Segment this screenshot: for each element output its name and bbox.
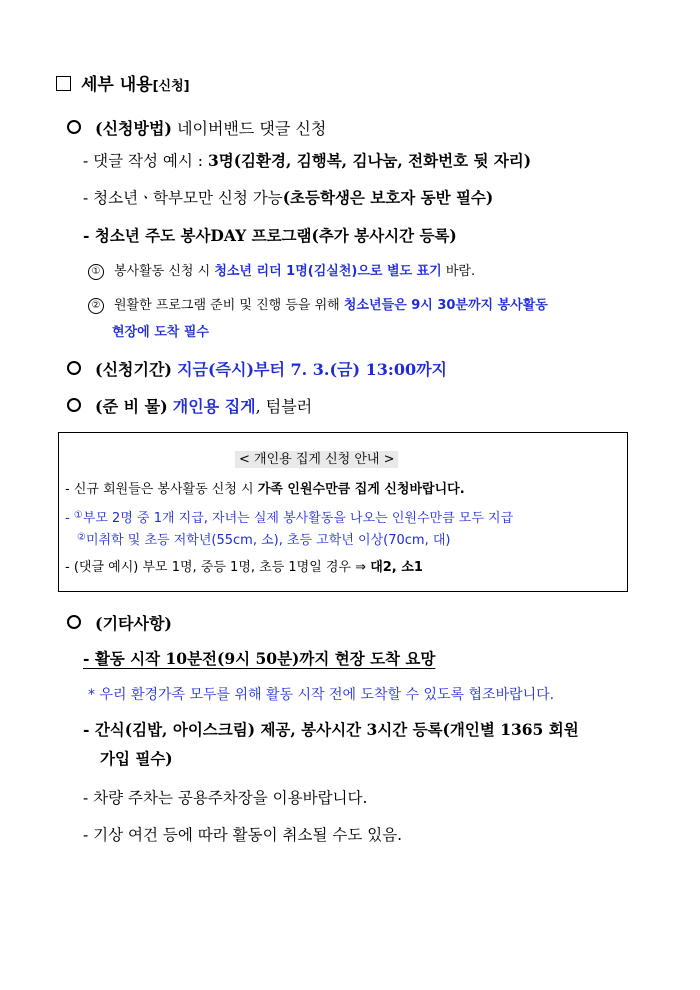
supplies-heading: (준 비 물) 개인용 집게, 텀블러 bbox=[67, 398, 312, 415]
sub-item-2-continued: 현장에 도착 필수 bbox=[112, 325, 209, 340]
circle-bullet-icon bbox=[67, 120, 81, 134]
other-heading: (기타사항) bbox=[67, 615, 172, 632]
notice-line-4: - (댓글 예시) 부모 1명, 중등 1명, 초등 1명일 경우 ⇒ 대2, 소1 bbox=[65, 560, 423, 575]
notice-line-1: - 신규 회원들은 봉사활동 신청 시 가족 인원수만큼 집게 신청바랍니다. bbox=[65, 482, 465, 497]
apply-period-heading: (신청기간) 지금(즉시)부터 7. 3.(금) 13:00까지 bbox=[67, 361, 447, 378]
notice-box bbox=[58, 432, 628, 592]
comment-example: - 댓글 작성 예시 : 3명(김환경, 김행복, 김나눔, 전화번호 뒷 자리) bbox=[83, 151, 532, 170]
circle-bullet-icon bbox=[67, 398, 81, 412]
circle-bullet-icon bbox=[67, 615, 81, 629]
checkbox-square-icon bbox=[56, 76, 71, 91]
other-note: * 우리 환경가족 모두를 위해 활동 시작 전에 도착할 수 있도록 협조바랍니다. bbox=[88, 687, 555, 703]
other-item-parking: - 차량 주차는 공용주차장을 이용바랍니다. bbox=[83, 789, 368, 807]
youth-parent-note: - 청소년ㆍ학부모만 신청 가능(초등학생은 보호자 동반 필수) bbox=[83, 188, 494, 207]
section-title: 세부 내용[신청] bbox=[56, 76, 190, 94]
other-item-arrival: - 활동 시작 10분전(9시 50분)까지 현장 도착 요망 bbox=[83, 649, 436, 668]
other-item-weather: - 기상 여건 등에 따라 활동이 취소될 수도 있음. bbox=[83, 826, 403, 844]
other-item-snack: - 간식(김밥, 아이스크림) 제공, 봉사시간 3시간 등록(개인별 1365 회원 bbox=[83, 720, 579, 739]
sub-item-2: ② 원활한 프로그램 준비 및 진행 등을 위해 청소년들은 9시 30분까지 봉사활동 bbox=[88, 298, 548, 314]
notice-line-2: - ①부모 2명 중 1개 지급, 자녀는 실제 봉사활동을 나오는 인원수만큼 모두 지급 bbox=[65, 510, 514, 526]
apply-method-heading: (신청방법) 네이버밴드 댓글 신청 bbox=[67, 120, 326, 137]
other-item-snack-continued: 가입 필수) bbox=[100, 749, 173, 768]
youth-program-line: - 청소년 주도 봉사DAY 프로그램(추가 봉사시간 등록) bbox=[83, 226, 457, 245]
notice-line-3: ②미취학 및 초등 저학년(55cm, 소), 초등 고학년 이상(70cm, 대) bbox=[77, 532, 451, 548]
notice-title: < 개인용 집게 신청 안내 > bbox=[235, 451, 398, 468]
sub-item-1: ① 봉사활동 신청 시 청소년 리더 1명(김실천)으로 별도 표기 바람. bbox=[88, 264, 475, 280]
circle-bullet-icon bbox=[67, 361, 81, 375]
